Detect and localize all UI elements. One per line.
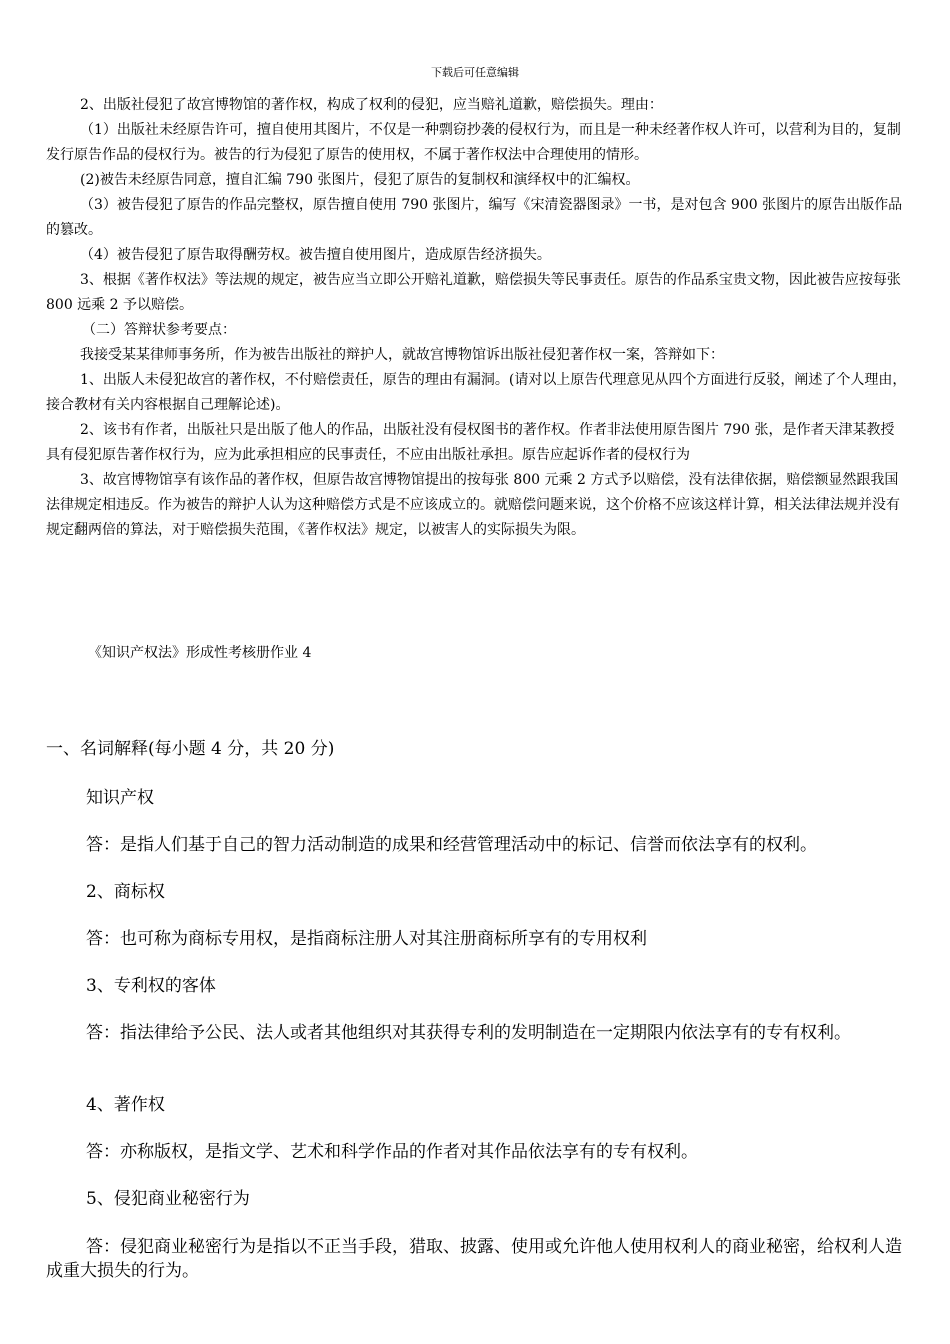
paragraph: 我接受某某律师事务所，作为被告出版社的辩护人，就故宫博物馆诉出版社侵犯著作权一案，答辩如下： (80, 347, 724, 363)
term-1: 知识产权 (86, 788, 154, 808)
paragraph: （3）被告侵犯了原告的作品完整权，原告擅自使用 790 张图片，编写《宋清瓷器图录》一书，是对包含 900 张图片的原告出版作品的篡改。 (46, 197, 903, 238)
answer-2: 答：也可称为商标专用权，是指商标注册人对其注册商标所享有的专用权利 (86, 929, 647, 949)
paragraph: 3、根据《著作权法》等法规的规定，被告应当立即公开赔礼道歉，赔偿损失等民事责任。原告的作品系宝贵文物，因此被告应按每张 800 远乘 2 予以赔偿。 (46, 272, 901, 313)
term-3: 3、专利权的客体 (86, 976, 216, 996)
section-heading: 一、名词解释(每小题 4 分，共 20 分) (46, 739, 335, 759)
paragraph: (2)被告未经原告同意，擅自汇编 790 张图片，侵犯了原告的复制权和演绎权中的汇编权。 (80, 172, 640, 188)
paragraph: 1、出版人未侵犯故宫的著作权，不付赔偿责任，原告的理由有漏洞。(请对以上原告代理意见从四个方面进行反驳，阐述了个人理由，接合教材有关内容根据自己理解论述)。 (46, 372, 907, 413)
answer-4: 答：亦称版权，是指文学、艺术和科学作品的作者对其作品依法享有的专有权利。 (86, 1142, 698, 1162)
term-4: 4、著作权 (86, 1095, 165, 1115)
term-2: 2、商标权 (86, 882, 165, 902)
page-header: 下载后可任意编辑 (431, 66, 519, 79)
answer-1: 答：是指人们基于自己的智力活动制造的成果和经营管理活动中的标记、信誉而依法享有的权利。 (86, 835, 817, 855)
answer-3: 答：指法律给予公民、法人或者其他组织对其获得专利的发明制造在一定期限内依法享有的专有权利。 (86, 1023, 851, 1043)
paragraph: （二）答辩状参考要点： (82, 322, 236, 338)
paragraph: 2、出版社侵犯了故宫博物馆的著作权，构成了权利的侵犯，应当赔礼道歉，赔偿损失。理由： (80, 97, 663, 113)
term-5: 5、侵犯商业秘密行为 (86, 1189, 250, 1209)
paragraph: （1）出版社未经原告许可，擅自使用其图片，不仅是一种剽窃抄袭的侵权行为，而且是一种未经著作权人许可，以营利为目的，复制发行原告作品的侵权行为。被告的行为侵犯了原告的使用权，不属于著作权法中合理使用的情形。 (46, 122, 901, 163)
paragraph: 3、故宫博物馆享有该作品的著作权，但原告故宫博物馆提出的按每张 800 元乘 2 方式予以赔偿，没有法律依据，赔偿额显然跟我国法律规定相违反。作为被告的辩护人认为这种赔偿方式是不应该成立的。就赔偿问题来说，这个价格不应该这样计算，相关法律法规并没有规定翻两倍的算法，对于赔偿损失范围，《著作权法》规定，以被害人的实际损失为限。 (46, 472, 900, 538)
assignment-title: 《知识产权法》形成性考核册作业 4 (88, 645, 312, 661)
answer-5: 答：侵犯商业秘密行为是指以不正当手段，猎取、披露、使用或允许他人使用权利人的商业秘密，给权利人造成重大损失的行为。 (46, 1237, 902, 1281)
paragraph: （4）被告侵犯了原告取得酬劳权。被告擅自使用图片，造成原告经济损失。 (80, 247, 551, 263)
plaintiff-argument-block (46, 93, 908, 543)
paragraph: 2、该书有作者，出版社只是出版了他人的作品，出版社没有侵权图书的著作权。作者非法使用原告图片 790 张，是作者天津某教授具有侵犯原告著作权行为，应为此承担相应的民事责任，不应由出版社承担。原告应起诉作者的侵权行为 (46, 422, 895, 463)
